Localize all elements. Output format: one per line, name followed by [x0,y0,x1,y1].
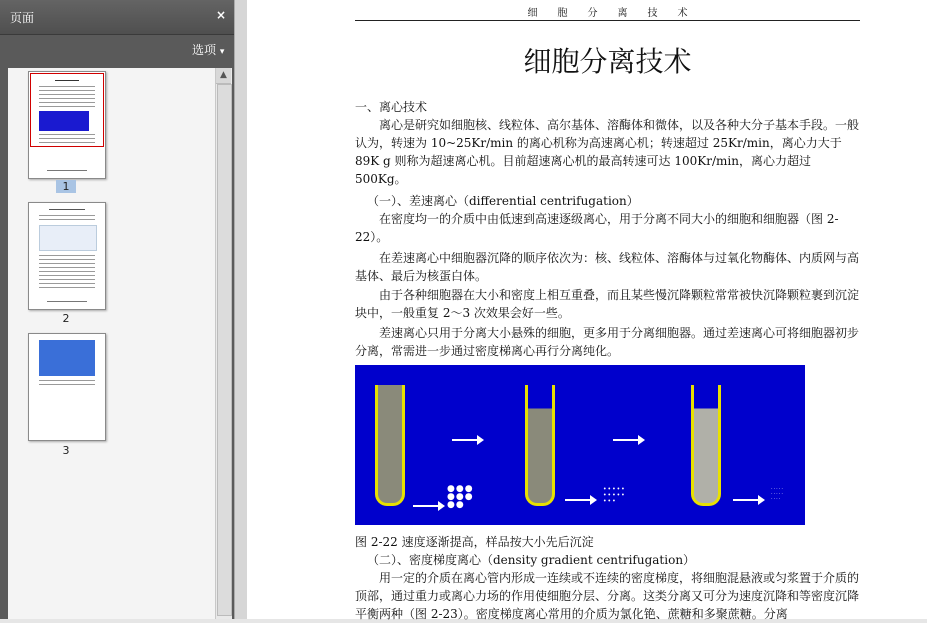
scroll-up-icon[interactable]: ▲ [216,68,231,84]
paragraph: 由于各种细胞器在大小和密度上相互重叠，而且某些慢沉降颗粒常常被快沉降颗粒裹到沉淀块中，一般重复 2～3 次效果会好一些。 [355,288,860,320]
paragraph: 用一定的介质在离心管内形成一连续或不连续的密度梯度，将细胞混悬液或匀浆置于介质的顶部，通过重力或离心力场的作用使细胞分层、分离。这类分离又可分为速度沉降和等密度沉降平衡两种（图 2-23）。密度梯度离心常用的介质为氯化铯、蔗糖和多聚蔗糖。分离 [355,571,860,621]
sediment-small: ····· ····· ···· [771,486,784,502]
thumb-selection-frame [30,73,104,147]
arrow-icon [733,499,759,501]
panel-title: 页面 [10,11,35,25]
page-title: 细胞分离技术 [523,45,692,78]
page-thumbnail-3[interactable] [28,333,106,441]
paragraph: 差速离心只用于分离大小悬殊的细胞，更多用于分离细胞器。通过差速离心可将细胞器初步分离，常需进一步通过密度梯离心再行分离纯化。 [355,326,860,358]
options-label: 选项 [192,43,217,57]
sediment-medium: ••••• ••••• ••• [603,486,626,505]
paragraph: 在密度均一的介质中由低速到高速逐级离心，用于分离不同大小的细胞和细胞器（图 2-22）。 [355,212,839,244]
thumbnail-label-1: 1 [56,180,76,193]
sediment-large: ●●● ●●● ●● [447,484,474,510]
chevron-down-icon: ▾ [219,47,225,57]
panel-splitter[interactable] [234,0,248,619]
centrifugation-figure [355,365,805,525]
thumb-figure [39,225,97,251]
thumb-figure [39,340,95,376]
close-icon[interactable]: × [216,8,227,22]
thumbnail-label-3: 3 [62,444,70,457]
arrow-icon [413,505,439,507]
scrollbar-thumb[interactable] [217,84,232,616]
thumb-figure [39,111,89,131]
page-thumbnail-1[interactable] [28,71,106,179]
thumbnail-label-2: 2 [62,312,70,325]
panel-header [0,0,234,35]
document-view[interactable] [247,0,927,619]
page-thumbnail-2[interactable] [28,202,106,310]
pages-panel [0,0,234,619]
test-tube [375,385,405,506]
arrow-icon [565,499,591,501]
thumbnail-scrollbar[interactable] [215,68,232,619]
arrow-icon [613,439,639,441]
section-heading: 一、离心技术 [355,100,428,114]
arrow-icon [452,439,478,441]
test-tube [525,385,555,506]
options-button[interactable] [192,41,224,58]
running-head: 细 胞 分 离 技 术 [527,8,688,19]
paragraph: 在差速离心中细胞器沉降的顺序依次为：核、线粒体、溶酶体与过氧化物酶体、内质网与高基体、最后为核蛋白体。 [355,251,860,283]
figure-caption: 图 2-22 速度逐渐提高，样品按大小先后沉淀 [355,535,594,549]
header-rule [355,20,860,21]
test-tube [691,385,721,506]
thumbnail-list [8,68,215,619]
document-page [355,0,860,619]
paragraph: 离心是研究如细胞核、线粒体、高尔基体、溶酶体和微体，以及各种大分子基本手段。一般认为，转速为 10~25Kr/min 的离心机称为高速离心机；转速超过 25Kr/min，离心力大于 89K g 则称为超速离心机。目前超速离心机的最高转速可达 100Kr/min，离心力超过 500Kg。 [355,118,860,186]
subsection-heading: （一）、差速离心（differential centrifugation） [367,194,639,208]
subsection-heading: （二）、密度梯度离心（density gradient centrifugation） [367,553,696,567]
